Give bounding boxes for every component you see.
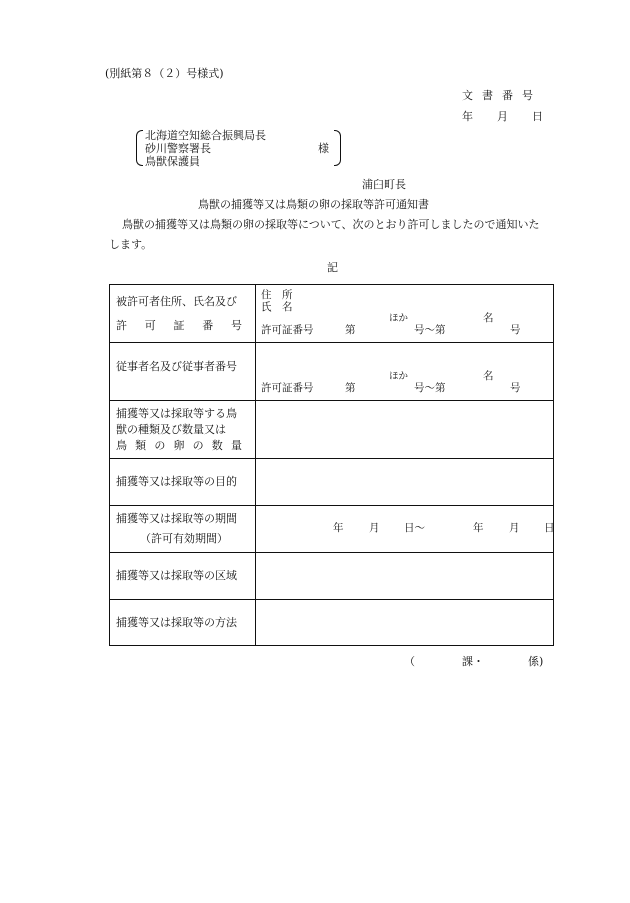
addressee-2: 砂川警察署長	[145, 142, 211, 155]
purpose-value-cell[interactable]	[256, 459, 554, 506]
worker-value-cell[interactable]	[256, 343, 554, 401]
char: 可	[144, 318, 156, 332]
method-label-cell	[110, 600, 256, 646]
table-row	[110, 506, 554, 553]
hoka-label: ほか	[389, 371, 409, 382]
method-value-cell[interactable]	[256, 600, 554, 646]
hoka-label: ほか	[389, 313, 409, 324]
area-label-cell	[110, 553, 256, 600]
area-value-cell[interactable]	[256, 553, 554, 600]
table-row	[110, 343, 554, 401]
purpose-label-cell	[110, 459, 256, 506]
permittee-value-cell[interactable]	[256, 285, 554, 343]
worker-label-cell	[110, 343, 256, 401]
permittee-label-cell	[110, 285, 256, 343]
period-label-line1: 捕獲等又は採取等の期間	[116, 512, 237, 525]
period-month-1: 月	[369, 522, 380, 534]
gou-label: 号	[510, 324, 521, 336]
form-number: (別紙第８（２）号様式)	[105, 67, 224, 80]
char: 許	[116, 318, 127, 332]
period-label-cell	[110, 506, 256, 553]
period-year-2: 年	[473, 522, 484, 534]
species-label-line2: 獣の種類及び数量又は	[116, 422, 226, 436]
document-title: 鳥獣の捕獲等又は鳥類の卵の採取等許可通知書	[198, 198, 429, 211]
permit-number-label: 許可証番号	[261, 324, 314, 336]
species-label-line1: 捕獲等又は採取等する鳥	[116, 406, 237, 420]
char: 番	[202, 318, 214, 332]
species-label-cell	[110, 401, 256, 459]
period-label-line2: （許可有効期間）	[140, 532, 228, 545]
footer-open-paren: （	[404, 655, 415, 668]
document-number-label: 文書番号	[462, 89, 542, 102]
name-label: 氏 名	[261, 301, 293, 313]
species-value-cell[interactable]	[256, 401, 554, 459]
addressee-3: 鳥獣保護員	[145, 155, 200, 168]
char: 類	[135, 438, 147, 452]
left-brace	[136, 130, 143, 166]
permittee-label-line1: 被許可者住所、氏名及び	[116, 294, 237, 308]
honorific: 様	[318, 142, 329, 155]
address-label: 住 所	[261, 289, 293, 301]
area-label: 捕獲等又は採取等の区域	[116, 569, 237, 582]
period-year-1: 年	[333, 522, 344, 534]
char: 鳥	[116, 438, 127, 452]
char: の	[192, 438, 204, 452]
gou-label: 号	[510, 382, 521, 394]
period-day-1: 日～	[404, 522, 425, 534]
gou-dai-label: 号～第	[414, 382, 446, 394]
permit-table	[109, 284, 554, 646]
date-day: 日	[532, 110, 543, 123]
purpose-label: 捕獲等又は採取等の目的	[116, 475, 237, 488]
table-row	[110, 553, 554, 600]
gou-dai-label: 号～第	[414, 324, 446, 336]
species-label-line3	[116, 438, 242, 454]
dai-label: 第	[345, 324, 356, 336]
body-line-1: 鳥獣の捕獲等又は鳥類の卵の採取等について、次のとおり許可しましたので通知いた	[122, 218, 540, 231]
worker-label: 従事者名及び従事者番号	[116, 359, 237, 373]
mei-label: 名	[483, 312, 494, 324]
sender: 浦臼町長	[362, 178, 406, 191]
table-row	[110, 600, 554, 646]
footer-kakari: 係)	[528, 655, 544, 668]
period-day-2: 日	[544, 522, 555, 534]
mei-label: 名	[483, 370, 494, 382]
body-line-2: します。	[109, 238, 153, 251]
footer-ka: 課・	[462, 655, 484, 668]
date-month: 月	[497, 110, 508, 123]
char: 号	[231, 318, 242, 332]
addressee-1: 北海道空知総合振興局長	[145, 129, 266, 142]
table-row	[110, 401, 554, 459]
ki-label: 記	[327, 261, 338, 274]
table-row	[110, 459, 554, 506]
dai-label: 第	[345, 382, 356, 394]
char: 卵	[173, 438, 185, 452]
date-year: 年	[462, 110, 473, 123]
period-month-2: 月	[509, 522, 520, 534]
char: 数	[211, 438, 223, 452]
char: 量	[230, 438, 242, 452]
period-value-cell[interactable]	[256, 506, 554, 553]
char: 証	[173, 318, 185, 332]
method-label: 捕獲等又は採取等の方法	[116, 615, 237, 629]
permit-number-label: 許可証番号	[261, 382, 314, 394]
table-row	[110, 285, 554, 343]
permittee-label-line2	[116, 318, 242, 334]
right-brace	[334, 130, 341, 166]
char: の	[154, 438, 166, 452]
